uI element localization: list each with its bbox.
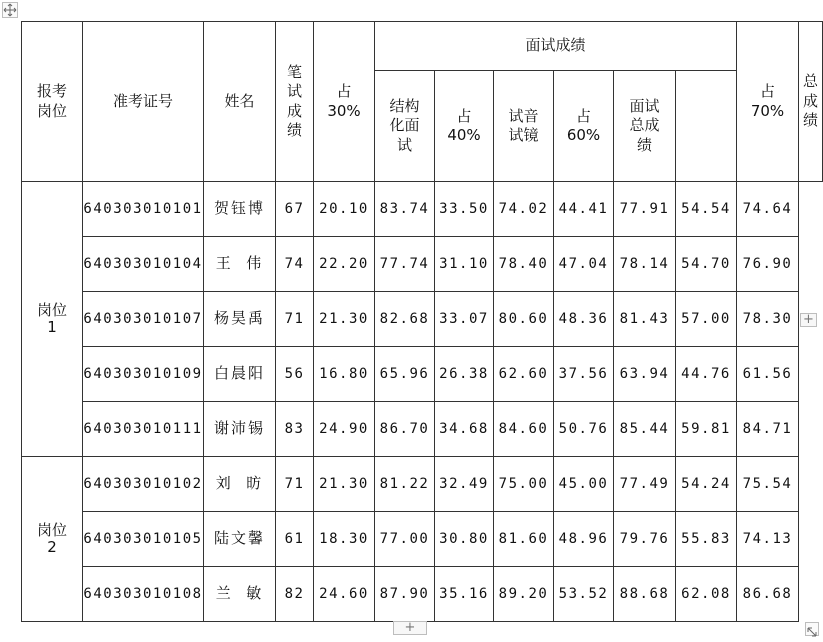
plus-icon: + [803,312,814,327]
cell-written-pct: 21.30 [314,292,375,347]
cell-structured: 77.00 [375,512,435,567]
table-row [22,182,823,237]
table-row [22,347,823,402]
header-interview-pct: 占 70% [737,22,799,182]
cell-audition-pct: 50.76 [554,402,614,457]
header-interview-total: 面试 总成 绩 [614,71,676,182]
score-table [21,21,823,622]
add-column-button[interactable] [800,313,817,327]
cell-interview-total: 79.76 [614,512,676,567]
cell-written: 83 [276,402,314,457]
table-row [22,402,823,457]
cell-structured-pct: 33.50 [435,182,494,237]
cell-total: 76.90 [737,237,799,292]
cell-written: 56 [276,347,314,402]
cell-interview-pct: 62.08 [676,567,737,622]
cell-interview-pct: 54.70 [676,237,737,292]
cell-total: 61.56 [737,347,799,402]
cell-audition: 89.20 [494,567,554,622]
cell-written-pct: 16.80 [314,347,375,402]
cell-written: 67 [276,182,314,237]
cell-name: 刘 昉 [204,457,276,512]
cell-structured: 77.74 [375,237,435,292]
plus-icon: + [404,620,416,635]
cell-audition: 84.60 [494,402,554,457]
cell-audition-pct: 37.56 [554,347,614,402]
cell-written-pct: 24.60 [314,567,375,622]
resize-diagonal-icon [806,626,818,638]
cell-structured-pct: 35.16 [435,567,494,622]
header-structured: 结构 化面 试 [375,71,435,182]
cell-written-pct: 20.10 [314,182,375,237]
cell-written: 71 [276,292,314,347]
table-row [22,292,823,347]
cell-interview-total: 63.94 [614,347,676,402]
cell-structured-pct: 33.07 [435,292,494,347]
cell-audition: 78.40 [494,237,554,292]
cell-interview-total: 81.43 [614,292,676,347]
header-written-pct: 占 30% [314,22,375,182]
cell-ticket: 640303010111 [83,402,204,457]
cell-structured: 81.22 [375,457,435,512]
cell-written-pct: 22.20 [314,237,375,292]
cell-audition: 81.60 [494,512,554,567]
cell-name: 白晨阳 [204,347,276,402]
cell-total: 75.54 [737,457,799,512]
header-ticket: 准考证号 [83,22,204,182]
cell-written-pct: 24.90 [314,402,375,457]
header-audition: 试音 试镜 [494,71,554,182]
cell-audition-pct: 45.00 [554,457,614,512]
cell-audition-pct: 53.52 [554,567,614,622]
cell-total: 78.30 [737,292,799,347]
cell-name: 杨昊禹 [204,292,276,347]
header-position: 报考 岗位 [22,22,83,182]
table-move-handle[interactable] [2,2,18,18]
cell-structured-pct: 32.49 [435,457,494,512]
header-interview-group: 面试成绩 [375,22,737,71]
cell-name: 贺钰博 [204,182,276,237]
cell-audition: 75.00 [494,457,554,512]
cell-written: 82 [276,567,314,622]
cell-ticket: 640303010102 [83,457,204,512]
cell-position-group: 岗位 1 [22,182,83,457]
cell-interview-pct: 55.83 [676,512,737,567]
cell-interview-pct: 59.81 [676,402,737,457]
table-row [22,457,823,512]
cell-audition-pct: 47.04 [554,237,614,292]
cell-structured: 82.68 [375,292,435,347]
cell-interview-total: 85.44 [614,402,676,457]
cell-structured: 87.90 [375,567,435,622]
cell-written: 71 [276,457,314,512]
header-audition-pct: 占 60% [554,71,614,182]
move-arrows-icon [3,3,17,17]
cell-interview-pct: 54.54 [676,182,737,237]
header-total: 总成 绩 [799,22,823,182]
table-row [22,567,823,622]
cell-ticket: 640303010107 [83,292,204,347]
cell-ticket: 640303010105 [83,512,204,567]
cell-written-pct: 21.30 [314,457,375,512]
cell-interview-pct: 54.24 [676,457,737,512]
cell-structured-pct: 34.68 [435,402,494,457]
cell-written-pct: 18.30 [314,512,375,567]
cell-structured: 83.74 [375,182,435,237]
cell-structured: 86.70 [375,402,435,457]
table-resize-handle[interactable] [805,622,819,636]
cell-total: 74.13 [737,512,799,567]
cell-audition-pct: 48.36 [554,292,614,347]
cell-interview-total: 88.68 [614,567,676,622]
cell-ticket: 640303010104 [83,237,204,292]
cell-audition: 62.60 [494,347,554,402]
header-name: 姓名 [204,22,276,182]
cell-structured: 65.96 [375,347,435,402]
table-row [22,512,823,567]
cell-audition-pct: 48.96 [554,512,614,567]
cell-ticket: 640303010101 [83,182,204,237]
cell-total: 74.64 [737,182,799,237]
cell-interview-total: 78.14 [614,237,676,292]
cell-interview-pct: 57.00 [676,292,737,347]
header-structured-pct: 占 40% [435,71,494,182]
cell-structured-pct: 31.10 [435,237,494,292]
cell-name: 王 伟 [204,237,276,292]
add-row-button[interactable] [393,621,427,635]
cell-name: 陆文馨 [204,512,276,567]
cell-name: 谢沛锡 [204,402,276,457]
cell-structured-pct: 30.80 [435,512,494,567]
cell-written: 74 [276,237,314,292]
cell-ticket: 640303010108 [83,567,204,622]
cell-audition-pct: 44.41 [554,182,614,237]
cell-interview-total: 77.49 [614,457,676,512]
cell-total: 86.68 [737,567,799,622]
cell-position-group: 岗位 2 [22,457,83,622]
header-written: 笔 试 成 绩 [276,22,314,182]
score-table-wrapper [21,21,823,622]
cell-audition: 74.02 [494,182,554,237]
cell-interview-pct: 44.76 [676,347,737,402]
cell-structured-pct: 26.38 [435,347,494,402]
cell-written: 61 [276,512,314,567]
cell-interview-total: 77.91 [614,182,676,237]
table-row [22,237,823,292]
cell-total: 84.71 [737,402,799,457]
cell-audition: 80.60 [494,292,554,347]
cell-name: 兰 敏 [204,567,276,622]
cell-ticket: 640303010109 [83,347,204,402]
